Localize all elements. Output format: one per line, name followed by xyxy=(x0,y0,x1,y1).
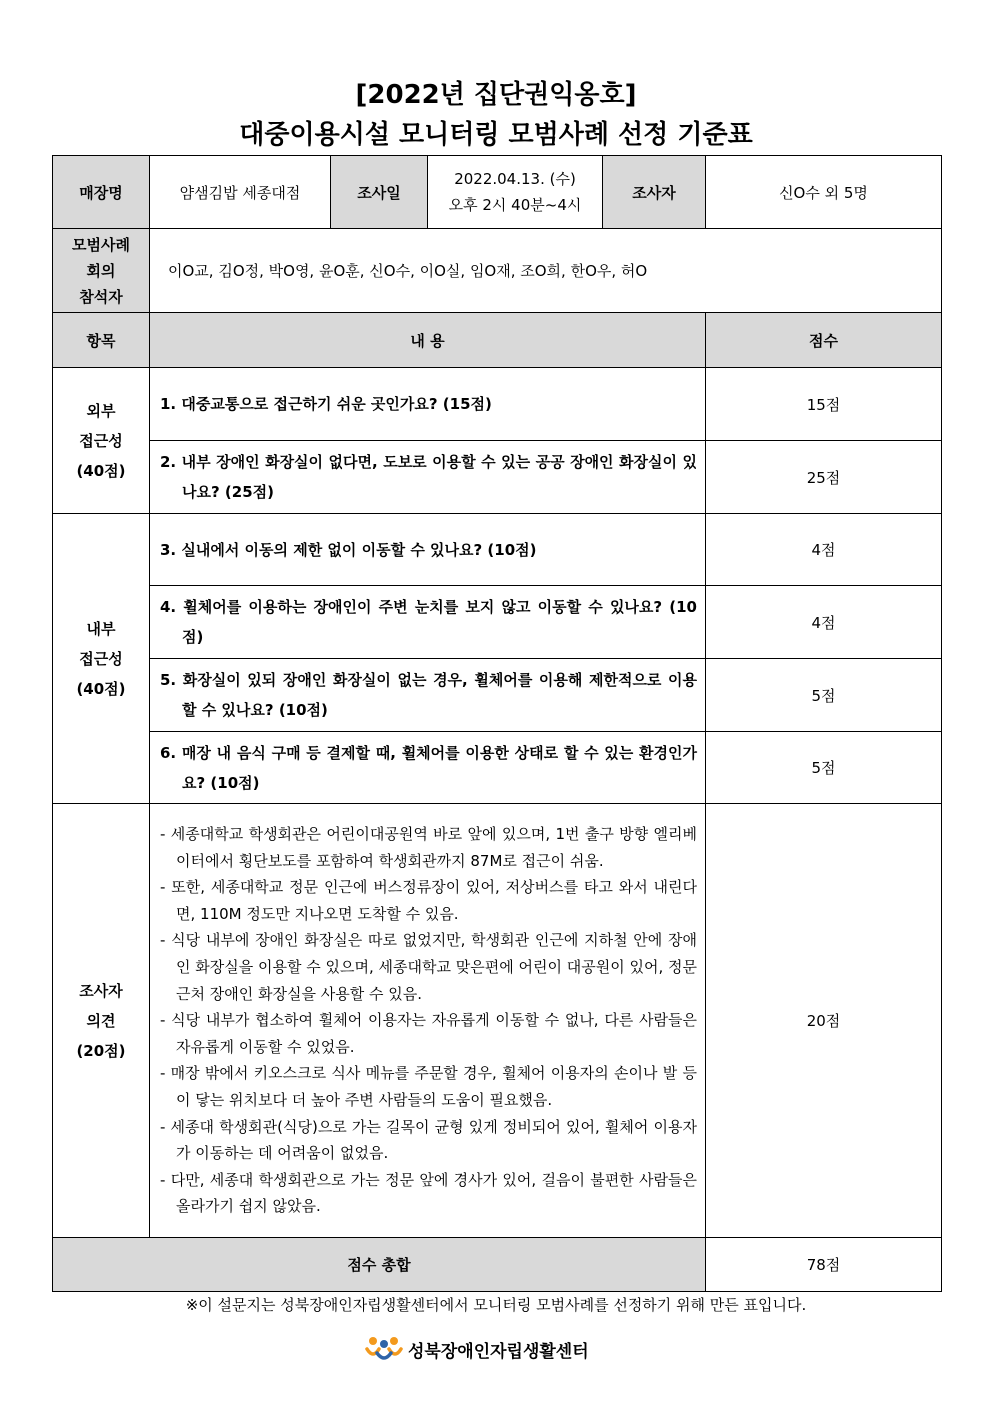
question-3: 3. 실내에서 이동의 제한 없이 이동할 수 있나요? (10점) xyxy=(160,540,537,559)
people-logo-icon xyxy=(364,1335,404,1363)
question-score: 5점 xyxy=(706,659,942,732)
date-label: 조사일 xyxy=(331,156,428,229)
question-score: 4점 xyxy=(706,514,942,586)
opinion-line: - 다만, 세종대 학생회관으로 가는 정문 앞에 경사가 있어, 걸음이 불편한 사람들은 올라가기 쉽지 않았음. xyxy=(160,1170,697,1216)
question-1: 1. 대중교통으로 접근하기 쉬운 곳인가요? (15점) xyxy=(160,395,492,413)
question-text xyxy=(150,441,706,514)
store-value: 얌샘김밥 세종대점 xyxy=(150,156,331,229)
opinion-line: - 매장 밖에서 키오스크로 식사 메뉴를 주문할 경우, 휠체어 이용자의 손이나 발 등이 닿는 위치보다 더 높아 주변 사람들의 도움이 필요했음. xyxy=(160,1064,697,1109)
question-text xyxy=(150,586,706,659)
header-row xyxy=(53,313,942,368)
opinion-line: - 세종대 학생회관(식당)으로 가는 길목이 균형 있게 정비되어 있어, 휠체어 이용자가 이동하는 데 어려움이 없었음. xyxy=(160,1117,697,1163)
opinion-text xyxy=(150,804,706,1238)
question-score: 25점 xyxy=(706,441,942,514)
question-score: 5점 xyxy=(706,732,942,804)
opinion-section-label xyxy=(53,804,150,1238)
question-text xyxy=(150,659,706,732)
question-text xyxy=(150,732,706,804)
document-title-line1: [2022년 집단권익옹호] xyxy=(355,80,637,110)
date-value xyxy=(428,156,603,229)
opinion-row xyxy=(53,804,942,1238)
question-score: 15점 xyxy=(706,368,942,441)
surveyor-label: 조사자 xyxy=(603,156,706,229)
opinion-line: - 또한, 세종대학교 정문 인근에 버스정류장이 있어, 저상버스를 타고 와서 내린다면, 110M 정도만 지나오면 도착할 수 있음. xyxy=(160,878,697,923)
opinion-score: 20점 xyxy=(706,804,942,1238)
footnote: ※이 설문지는 성북장애인자립생활센터에서 모니터링 모범사례를 선정하기 위해 만든 표입니다. xyxy=(185,1296,807,1314)
question-2: 2. 내부 장애인 화장실이 없다면, 도보로 이용할 수 있는 공공 장애인 화장실이 있나요? (25점) xyxy=(160,453,697,501)
question-5: 5. 화장실이 있되 장애인 화장실이 없는 경우, 휠체어를 이용해 제한적으로 이용할 수 있나요? (10점) xyxy=(160,671,697,719)
opinion-line: - 세종대학교 학생회관은 어린이대공원역 바로 앞에 있으며, 1번 출구 방향 엘리베이터에서 횡단보도를 포함하여 학생회관까지 87M로 접근이 쉬움. xyxy=(160,825,697,870)
external-section-label xyxy=(53,368,150,514)
question-row xyxy=(53,659,942,732)
total-row xyxy=(53,1238,942,1292)
opinion-label-1: 조사자 xyxy=(79,981,123,1000)
internal-label-2: 접근성 xyxy=(79,649,123,668)
external-label-3: (40점) xyxy=(76,461,126,480)
attendees-label-2: 회의 xyxy=(86,261,116,280)
date-line2: 오후 2시 40분~4시 xyxy=(448,196,582,214)
question-row xyxy=(53,368,942,441)
surveyor-value: 신O수 외 5명 xyxy=(706,156,942,229)
question-row xyxy=(53,586,942,659)
opinion-line: - 식당 내부에 장애인 화장실은 따로 없었지만, 학생회관 인근에 지하철 안에 장애인 화장실을 이용할 수 있으며, 세종대학교 맞은편에 어린이 대공원이 있어, 정문 근처 장애인 화장실을 사용할 수 있음. xyxy=(160,931,697,1003)
question-row xyxy=(53,514,942,586)
attendees-row xyxy=(53,229,942,313)
opinion-label-3: (20점) xyxy=(76,1041,126,1060)
org-name: 성북장애인자립생활센터 xyxy=(408,1341,589,1362)
header-content: 내 용 xyxy=(150,313,706,368)
internal-label-1: 내부 xyxy=(86,619,116,638)
criteria-table xyxy=(52,155,942,1292)
question-4: 4. 휠체어를 이용하는 장애인이 주변 눈치를 보지 않고 이동할 수 있나요? (10점) xyxy=(160,598,697,646)
opinion-label-2: 의견 xyxy=(86,1011,116,1030)
external-label-1: 외부 xyxy=(86,401,116,420)
info-row xyxy=(53,156,942,229)
date-line1: 2022.04.13. (수) xyxy=(454,170,576,188)
question-text xyxy=(150,368,706,441)
question-score: 4점 xyxy=(706,586,942,659)
total-label: 점수 총합 xyxy=(53,1238,706,1292)
attendees-label-1: 모범사례 xyxy=(72,235,130,254)
store-label: 매장명 xyxy=(53,156,150,229)
header-item: 항목 xyxy=(53,313,150,368)
external-label-2: 접근성 xyxy=(79,431,123,450)
question-6: 6. 매장 내 음식 구매 등 결제할 때, 휠체어를 이용한 상태로 할 수 있는 환경인가요? (10점) xyxy=(160,743,697,792)
header-score: 점수 xyxy=(706,313,942,368)
attendees-label xyxy=(53,229,150,313)
internal-section-label xyxy=(53,514,150,804)
total-score: 78점 xyxy=(706,1238,942,1292)
attendees-label-3: 참석자 xyxy=(79,287,123,306)
question-row xyxy=(53,441,942,514)
attendees-value: 이O교, 김O정, 박O영, 윤O훈, 신O수, 이O실, 임O재, 조O희, 한O우, 허O xyxy=(150,229,942,313)
question-row xyxy=(53,732,942,804)
opinion-line: - 식당 내부가 협소하여 휠체어 이용자는 자유롭게 이동할 수 없나, 다른 사람들은 자유롭게 이동할 수 있었음. xyxy=(160,1011,697,1056)
document-title-line2: 대중이용시설 모니터링 모범사례 선정 기준표 xyxy=(239,120,753,150)
internal-label-3: (40점) xyxy=(76,679,126,698)
footer xyxy=(364,1334,589,1364)
question-text xyxy=(150,514,706,586)
